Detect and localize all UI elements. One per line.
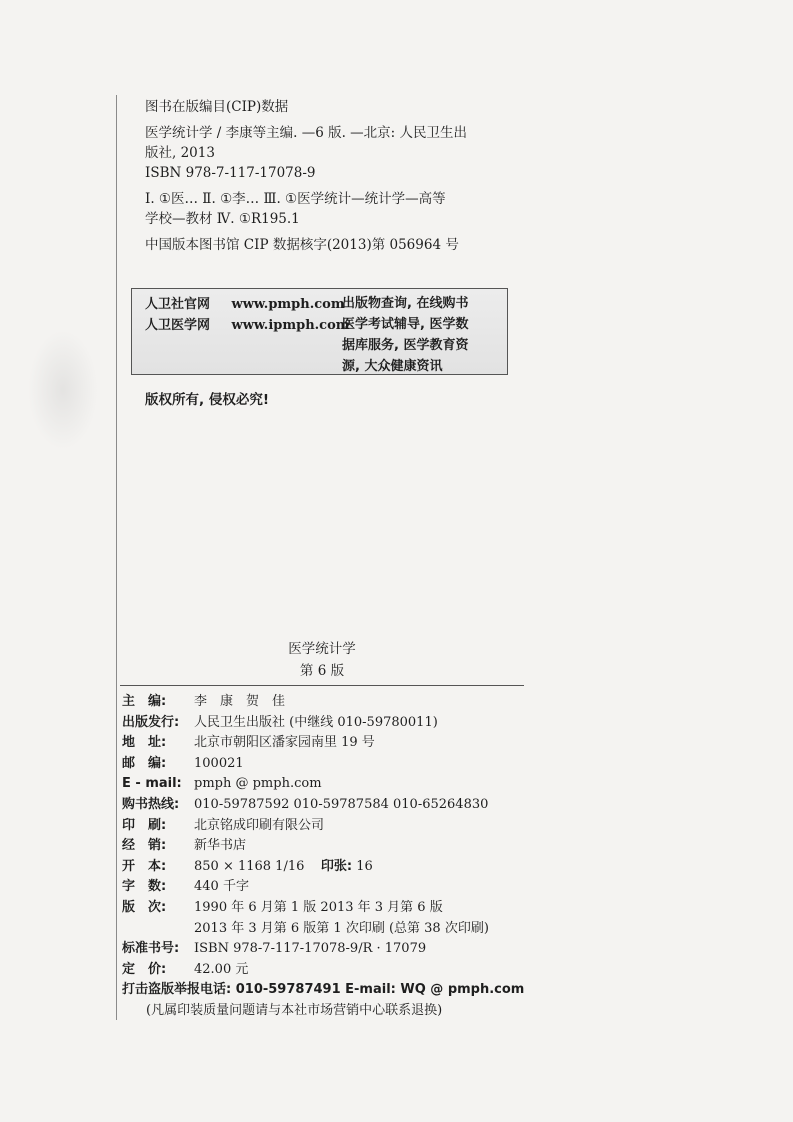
detail-format: 开 本: 850 × 1168 1/16 印张: 16 — [122, 858, 373, 874]
cip-classification: 学校—教材 Ⅳ. ①R195.1 — [145, 211, 300, 227]
cip-block — [145, 97, 525, 255]
scan-smudge — [28, 330, 98, 450]
site-url[interactable]: www.pmph.com — [231, 297, 345, 312]
website-row — [145, 293, 345, 312]
detail-email: E - mail: pmph @ pmph.com — [122, 776, 322, 792]
detail-words: 字 数: 440 千字 — [122, 879, 249, 895]
detail-editor: 主 编: 李 康 贺 佳 — [122, 694, 286, 709]
detail-isbn: 标准书号: ISBN 978-7-117-17078-9/R · 17079 — [122, 941, 427, 957]
desc-line: 出版物查询, 在线购书 — [342, 296, 469, 311]
copyright-notice: 版权所有, 侵权必究! — [145, 392, 269, 408]
desc-line: 据库服务, 医学教育资 — [342, 338, 469, 353]
divider — [120, 685, 524, 686]
site-name: 人卫社官网 — [145, 297, 211, 312]
margin-rule — [116, 95, 117, 1020]
desc-line: 源, 大众健康资讯 — [342, 359, 443, 374]
site-url[interactable]: www.ipmph.com — [231, 318, 350, 333]
detail-postcode: 邮 编: 100021 — [122, 755, 244, 771]
website-description — [342, 293, 502, 377]
detail-edition: 版 次: 1990 年 6 月第 1 版 2013 年 3 月第 6 版 — [122, 899, 443, 915]
cip-classification: Ⅰ. ①医… Ⅱ. ①李… Ⅲ. ①医学统计—统计学—高等 — [145, 191, 446, 207]
publication-details — [122, 692, 532, 1022]
site-name: 人卫医学网 — [145, 318, 211, 333]
detail-edition-print: 2013 年 3 月第 6 版第 1 次印刷 (总第 38 次印刷) — [194, 920, 489, 936]
detail-address: 地 址: 北京市朝阳区潘家园南里 19 号 — [122, 735, 375, 751]
detail-hotline: 购书热线: 010-59787592 010-59787584 010-65264830 — [122, 796, 489, 812]
book-edition: 第 6 版 — [299, 663, 345, 679]
website-info-box — [131, 288, 508, 375]
desc-line: 医学考试辅导, 医学数 — [342, 317, 469, 332]
cip-title: 图书在版编目(CIP)数据 — [145, 99, 289, 115]
cip-isbn: ISBN 978-7-117-17078-9 — [145, 165, 316, 181]
anti-piracy-line: 打击盗版举报电话: 010-59787491 E-mail: WQ @ pmph.com — [122, 982, 525, 998]
cip-number: 中国版本图书馆 CIP 数据核字(2013)第 056964 号 — [145, 237, 459, 253]
cip-line: 版社, 2013 — [145, 145, 215, 161]
book-title: 医学统计学 — [288, 641, 356, 657]
detail-price: 定 价: 42.00 元 — [122, 961, 249, 977]
quality-note: (凡属印装质量问题请与本社市场营销中心联系退换) — [146, 1002, 443, 1018]
website-row — [145, 314, 350, 333]
cip-line: 医学统计学 / 李康等主编. —6 版. —北京: 人民卫生出 — [145, 125, 468, 141]
detail-distributor: 经 销: 新华书店 — [122, 838, 247, 854]
detail-printer: 印 刷: 北京铭成印刷有限公司 — [122, 817, 325, 833]
detail-publisher: 出版发行: 人民卫生出版社 (中继线 010-59780011) — [122, 714, 438, 730]
